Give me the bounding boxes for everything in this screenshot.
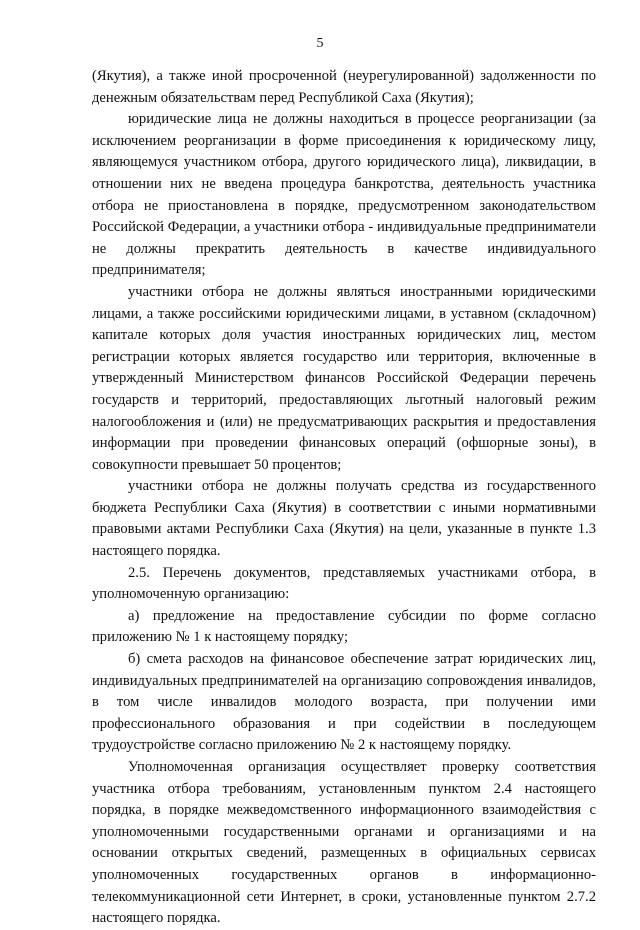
list-item-b-cost-estimate: б) смета расходов на финансовое обеспечение затрат юридических лиц, индивидуальных предпринимателей на организацию сопровождения инвалидов, в том числе инвалидов молодого возраста, при получении ими профессионального образования и при содействии в последующем трудоустройстве согласно приложению № 2 к настоящему порядку. (92, 651, 596, 754)
paragraph-section-2-5: 2.5. Перечень документов, представляемых участниками отбора, в уполномоченную организацию: (92, 564, 596, 603)
page-number: 5 (316, 36, 324, 51)
list-item-a-proposal: а) предложение на предоставление субсидии по форме согласно приложению № 1 к настоящему порядку; (92, 607, 596, 646)
paragraph-debt-continuation: (Якутия), а также иной просроченной (неурегулированной) задолженности по денежным обязательствам перед Республикой Саха (Якутия); (92, 68, 596, 106)
paragraph-reorganization-requirement: юридические лица не должны находиться в процессе реорганизации (за исключением реорганизации в форме присоединения к юридическому лицу, являющемуся участником отбора, другого юридического лица), ликвидации, в отношении них не введена процедура банкротства, деятельность участника отбора не приостановлена в порядке, предусмотренном законодательством Российской Федерации, а участники отбора - индивидуальные предприниматели не должны прекратить деятельность в качестве индивидуального предпринимателя; (92, 111, 596, 279)
document-body (92, 66, 596, 930)
paragraph-verification: Уполномоченная организация осуществляет проверку соответствия участника отбора требованиям, установленным пунктом 2.4 настоящего порядка, в порядке межведомственного информационного взаимодействия с уполномоченными государственными органами и организациями и на основании открытых сведений, размещенных в официальных сервисах уполномоченных государственных органов в информационно-телекоммуникационной сети Интернет, в сроки, установленные пунктом 2.7.2 настоящего порядка. (92, 759, 596, 927)
paragraph-budget-funds-requirement: участники отбора не должны получать средства из государственного бюджета Республики Саха (Якутия) в соответствии с иными нормативными правовыми актами Республики Саха (Якутия) на цели, указанные в пункте 1.3 настоящего порядка. (92, 478, 596, 560)
paragraph-foreign-entities-requirement: участники отбора не должны являться иностранными юридическими лицами, а также российскими юридическими лицами, в уставном (складочном) капитале которых доля участия иностранных юридических лиц, местом регистрации которых является государство или территория, включенные в утвержденный Министерством финансов Российской Федерации перечень государств и территорий, предоставляющих льготный налоговый режим налогообложения и (или) не предусматривающих раскрытия и предоставления информации при проведении финансовых операций (офшорные зоны), в совокупности превышает 50 процентов; (92, 283, 596, 473)
